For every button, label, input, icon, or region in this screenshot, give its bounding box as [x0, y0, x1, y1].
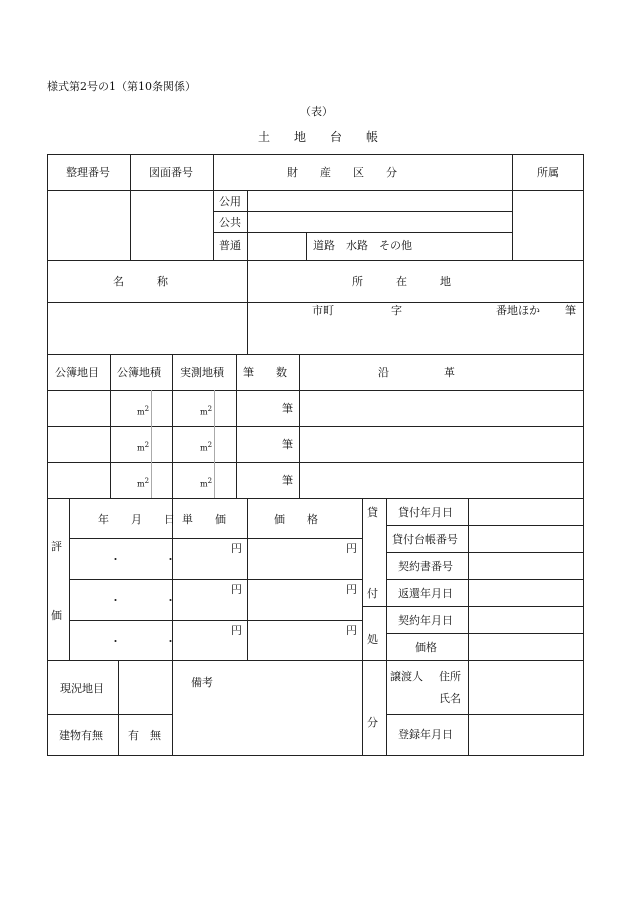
valuation-unit-price-header: 単 価 — [182, 513, 226, 526]
area-unit: m2 — [200, 441, 213, 453]
date-dots: ・ ・ — [110, 553, 176, 566]
header-seiri-bango: 整理番号 — [66, 166, 110, 179]
fude-unit: 筆 — [282, 474, 293, 487]
yen-unit: 円 — [231, 583, 242, 596]
disposal-name: 氏名 — [439, 692, 461, 705]
yen-unit: 円 — [346, 624, 357, 637]
disposal-label-2: 分 — [367, 716, 378, 729]
header-jissoku-chiseki: 実測地積 — [180, 366, 224, 379]
header-kobo-chimoku: 公簿地目 — [55, 366, 99, 379]
disposal-registration-date: 登録年月日 — [398, 728, 453, 741]
address-fude: 筆 — [565, 304, 576, 317]
area-unit: m2 — [137, 477, 150, 489]
disposal-price: 価格 — [415, 641, 437, 654]
building-label: 建物有無 — [59, 729, 103, 742]
header-shozoku: 所属 — [537, 166, 559, 179]
lending-label-2: 付 — [367, 587, 378, 600]
area-unit: m2 — [137, 441, 150, 453]
valuation-label-2: 価 — [51, 609, 62, 622]
valuation-date-header: 年 月 日 — [98, 513, 175, 526]
lending-item: 貸付台帳番号 — [392, 533, 458, 546]
header-zaisan-kubun: 財 産 区 分 — [287, 166, 397, 179]
remarks-label: 備考 — [191, 676, 213, 689]
area-unit: m2 — [200, 405, 213, 417]
fude-unit: 筆 — [282, 402, 293, 415]
lending-item: 返還年月日 — [398, 587, 453, 600]
yen-unit: 円 — [231, 542, 242, 555]
date-dots: ・ ・ — [110, 594, 176, 607]
header-shozaichi: 所 在 地 — [352, 275, 451, 288]
header-zumen-bango: 図面番号 — [149, 166, 193, 179]
form-reference: 様式第2号の1（第10条関係） — [47, 80, 196, 93]
lending-label-1: 貸 — [367, 506, 378, 519]
yen-unit: 円 — [231, 624, 242, 637]
address-shicho: 市町 — [312, 304, 334, 317]
valuation-price-header: 価 格 — [274, 513, 318, 526]
header-hissu: 筆 数 — [243, 366, 287, 379]
disposal-label-1: 処 — [367, 633, 378, 646]
kubun-futsu: 普通 — [219, 239, 241, 252]
kubun-koyo: 公用 — [219, 195, 241, 208]
date-dots: ・ ・ — [110, 635, 176, 648]
yen-unit: 円 — [346, 542, 357, 555]
address-banchi: 番地ほか — [496, 304, 540, 317]
side-label: （表） — [300, 105, 333, 118]
current-use-label: 現況地目 — [60, 682, 104, 695]
kubun-kokyo: 公共 — [219, 216, 241, 229]
area-unit: m2 — [137, 405, 150, 417]
header-enkaku: 沿 革 — [378, 366, 455, 379]
disposal-contract-date: 契約年月日 — [398, 614, 453, 627]
page-title: 土 地 台 帳 — [258, 130, 379, 144]
header-meisho: 名 称 — [113, 275, 168, 288]
lending-item: 貸付年月日 — [398, 506, 453, 519]
address-aza: 字 — [391, 304, 402, 317]
building-options: 有 無 — [128, 729, 161, 742]
valuation-label-1: 評 — [51, 540, 62, 553]
lending-item: 契約書番号 — [398, 560, 453, 573]
yen-unit: 円 — [346, 583, 357, 596]
kubun-futsu-options: 道路 水路 その他 — [313, 239, 412, 252]
disposal-transferor: 譲渡人 — [390, 670, 423, 683]
area-unit: m2 — [200, 477, 213, 489]
fude-unit: 筆 — [282, 438, 293, 451]
header-kobo-chiseki: 公簿地積 — [117, 366, 161, 379]
disposal-address: 住所 — [439, 670, 461, 683]
